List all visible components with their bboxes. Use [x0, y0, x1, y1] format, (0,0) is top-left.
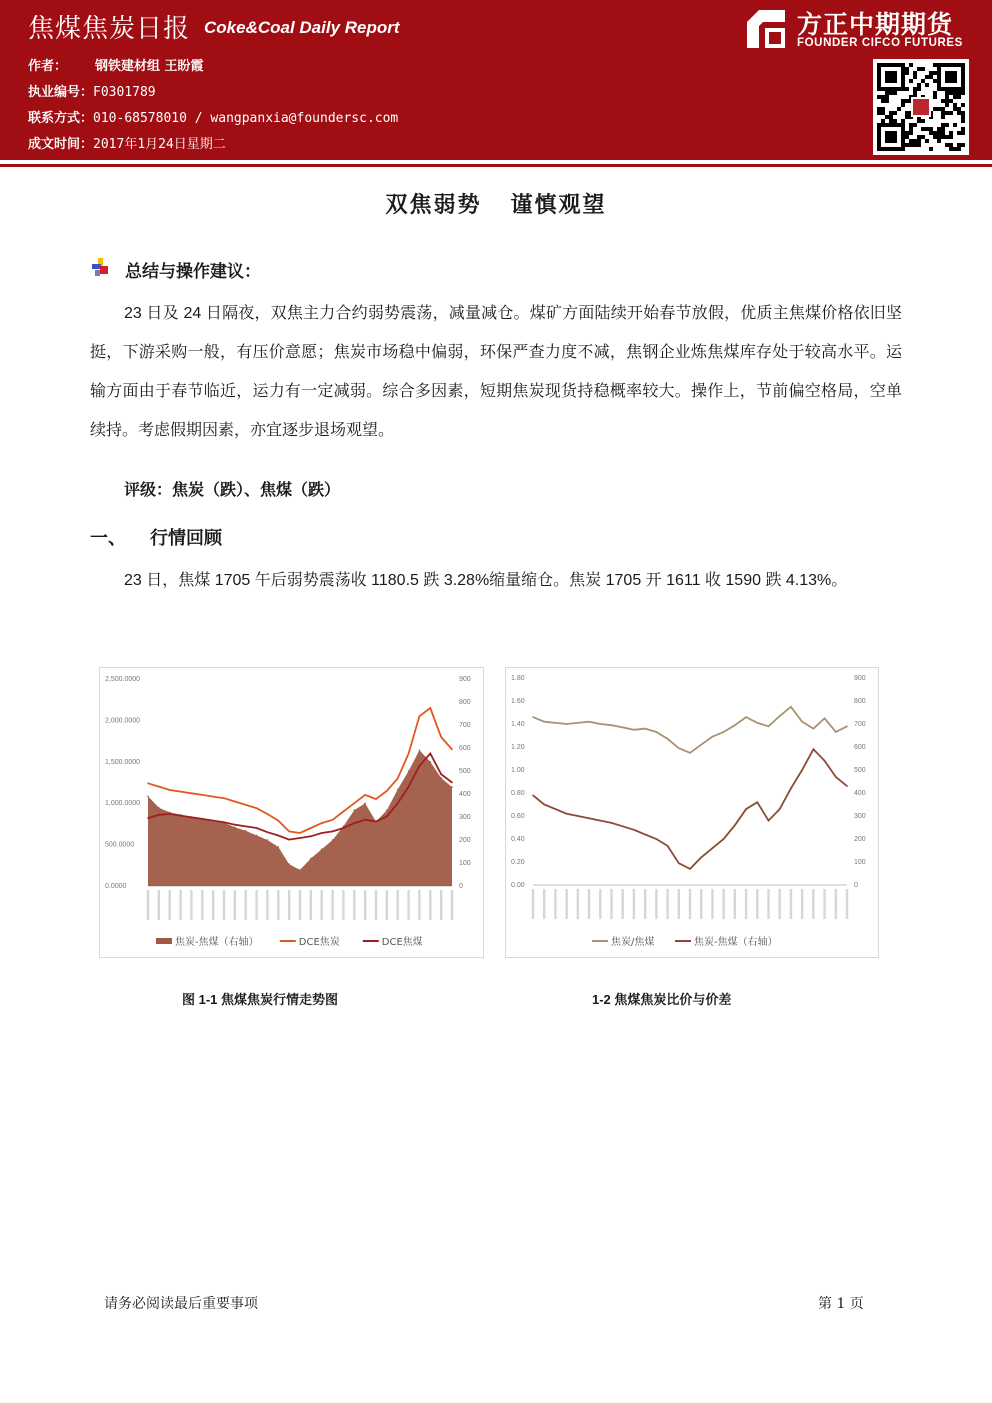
data-point: [147, 817, 149, 819]
license-value: F0301789: [93, 85, 156, 100]
data-point: [790, 706, 792, 708]
x-tick-mark: [790, 889, 792, 919]
data-point: [846, 785, 848, 787]
y-right-tick: 200: [459, 837, 471, 844]
contact-label: 联系方式：: [28, 111, 94, 126]
data-point: [267, 839, 269, 841]
legend-label: 焦炭/焦煤: [611, 937, 655, 948]
contact-value[interactable]: 010-68578010 / wangpanxia@foundersc.com: [93, 111, 399, 126]
data-point: [419, 765, 421, 767]
data-point: [397, 802, 399, 804]
data-point: [169, 789, 171, 791]
y-left-tick: 1.80: [511, 675, 525, 682]
x-tick-mark: [321, 890, 323, 920]
summary-paragraph: 23 日及 24 日隔夜，双焦主力合约弱势震荡，减量减仓。煤矿方面陆续开始春节放假，优质主焦煤价格依旧坚挺，下游采购一般，有压价意愿；焦炭市场稳中偏弱，环保严查力度不减，焦钢企业炼焦煤库存处于较高水平。运输方面由于春节临近，运力有一定减弱。综合多因素，短期焦炭现货持稳概率较大。操作上，节前偏空格局，空单续持。考虑假期因素，亦宜逐步退场观望。: [90, 305, 902, 439]
data-point: [299, 869, 301, 871]
x-tick-mark: [823, 889, 825, 919]
data-point: [267, 813, 269, 815]
data-point: [245, 830, 247, 832]
data-point: [158, 814, 160, 816]
x-tick-mark: [554, 889, 556, 919]
data-point: [364, 794, 366, 796]
data-point: [408, 770, 410, 772]
data-point: [353, 802, 355, 804]
data-point: [566, 723, 568, 725]
data-point: [245, 826, 247, 828]
x-tick-mark: [364, 890, 366, 920]
rating-line: 评级：焦炭（跌）、焦煤（跌）: [124, 480, 341, 499]
y-left-tick: 2,000.0000: [105, 717, 141, 725]
data-point: [375, 821, 377, 823]
x-tick-mark: [310, 890, 312, 920]
x-tick-mark: [407, 890, 409, 920]
y-right-tick: 800: [459, 699, 471, 706]
y-right-tick: 400: [459, 791, 471, 798]
data-point: [813, 749, 815, 751]
license-label: 执业编号：: [28, 85, 94, 100]
data-point: [611, 822, 613, 824]
data-point: [353, 809, 355, 811]
data-point: [723, 838, 725, 840]
data-point: [169, 812, 171, 814]
x-tick-mark: [835, 889, 837, 919]
y-left-tick: 2,500.0000: [105, 676, 141, 683]
data-point: [835, 776, 837, 778]
section-heading: 行情回顾: [150, 528, 222, 549]
data-point: [386, 809, 388, 811]
data-point: [256, 835, 258, 837]
data-point: [408, 753, 410, 755]
data-point: [397, 789, 399, 791]
data-point: [429, 761, 431, 763]
data-point: [846, 726, 848, 728]
y-left-tick: 0.00: [511, 882, 525, 889]
legend-item: [280, 935, 340, 948]
x-tick-mark: [451, 890, 453, 920]
date-value: 2017年1月24日星期二: [93, 137, 226, 152]
bullet-icon: [92, 258, 112, 278]
series-line-1: [533, 749, 847, 869]
x-tick-mark: [342, 890, 344, 920]
data-point: [555, 722, 557, 724]
data-point: [745, 808, 747, 810]
date-row: [28, 133, 226, 152]
data-point: [191, 792, 193, 794]
x-tick-mark: [299, 890, 301, 920]
y-right-tick: 600: [854, 744, 866, 751]
report-title: 焦煤焦炭日报: [28, 14, 191, 44]
y-right-tick: 0: [459, 883, 463, 890]
data-point: [756, 801, 758, 803]
y-right-tick: 300: [854, 813, 866, 820]
x-tick-mark: [734, 889, 736, 919]
y-right-tick: 100: [459, 860, 471, 867]
legend-item: [592, 935, 654, 948]
x-tick-mark: [655, 889, 657, 919]
data-point: [633, 829, 635, 831]
figure1-caption: 图 1-1 焦煤焦炭行情走势图: [182, 992, 339, 1007]
data-point: [397, 778, 399, 780]
x-tick-mark: [801, 889, 803, 919]
data-point: [599, 820, 601, 822]
data-point: [712, 736, 714, 738]
data-point: [245, 804, 247, 806]
x-tick-mark: [277, 890, 279, 920]
y-left-tick: 1,000.0000: [105, 800, 141, 808]
data-point: [656, 838, 658, 840]
data-point: [801, 769, 803, 771]
data-point: [451, 786, 453, 788]
data-point: [256, 827, 258, 829]
data-point: [667, 738, 669, 740]
x-tick-mark: [245, 890, 247, 920]
data-point: [343, 827, 345, 829]
data-point: [419, 750, 421, 752]
data-point: [667, 845, 669, 847]
y-left-tick: 0.80: [511, 790, 525, 797]
data-point: [700, 744, 702, 746]
data-point: [310, 827, 312, 829]
data-point: [440, 736, 442, 738]
x-tick-mark: [577, 889, 579, 919]
y-right-tick: 900: [854, 675, 866, 682]
y-left-tick: 0.40: [511, 836, 525, 843]
x-tick-mark: [212, 890, 214, 920]
data-point: [700, 857, 702, 859]
y-left-tick: 1.00: [511, 767, 525, 774]
data-point: [191, 816, 193, 818]
y-left-tick: 1.20: [511, 744, 525, 751]
data-point: [440, 773, 442, 775]
author-value: 钢铁建材组 王盼霞: [95, 59, 204, 74]
document-title: 双焦弱势 谨慎观望: [385, 193, 607, 218]
y-right-tick: 500: [459, 768, 471, 775]
y-left-tick: 1,500.0000: [105, 758, 141, 766]
series-line-0: [533, 707, 847, 753]
data-point: [332, 819, 334, 821]
data-point: [223, 821, 225, 823]
data-point: [734, 824, 736, 826]
x-tick-mark: [353, 890, 355, 920]
page-number: 第 1 页: [818, 1296, 864, 1312]
data-point: [689, 752, 691, 754]
y-right-tick: 200: [854, 836, 866, 843]
y-right-tick: 800: [854, 698, 866, 705]
data-point: [532, 716, 534, 718]
x-tick-mark: [779, 889, 781, 919]
data-point: [180, 791, 182, 793]
legend-label: DCE焦煤: [381, 937, 423, 948]
data-point: [277, 846, 279, 848]
header-divider: [0, 160, 992, 178]
x-tick-mark: [622, 889, 624, 919]
x-tick-mark: [397, 890, 399, 920]
x-tick-mark: [666, 889, 668, 919]
report-subtitle: Coke&Coal Daily Report: [204, 18, 400, 37]
x-tick-mark: [234, 890, 236, 920]
data-point: [343, 811, 345, 813]
data-point: [588, 818, 590, 820]
x-tick-mark: [532, 889, 534, 919]
data-point: [622, 727, 624, 729]
qr-code: [873, 59, 969, 155]
contact-row: [28, 107, 398, 126]
data-point: [813, 728, 815, 730]
data-point: [790, 788, 792, 790]
y-left-tick: 1.40: [511, 721, 525, 728]
x-tick-mark: [722, 889, 724, 919]
x-tick-mark: [386, 890, 388, 920]
data-point: [756, 722, 758, 724]
x-tick-mark: [767, 889, 769, 919]
data-point: [375, 798, 377, 800]
data-point: [779, 715, 781, 717]
data-point: [364, 802, 366, 804]
x-tick-mark: [700, 889, 702, 919]
x-tick-mark: [846, 889, 848, 919]
data-point: [768, 726, 770, 728]
data-point: [566, 813, 568, 815]
data-point: [440, 777, 442, 779]
data-point: [386, 790, 388, 792]
data-point: [577, 722, 579, 724]
data-point: [299, 837, 301, 839]
data-point: [364, 819, 366, 821]
data-point: [622, 826, 624, 828]
chart-price-trend-svg: [100, 668, 483, 957]
legend-item: [156, 935, 259, 948]
x-tick-mark: [644, 889, 646, 919]
y-right-tick: 400: [854, 790, 866, 797]
y-right-tick: 600: [459, 745, 471, 752]
data-point: [801, 721, 803, 723]
data-point: [158, 807, 160, 809]
x-tick-mark: [266, 890, 268, 920]
author-row: [28, 55, 204, 74]
data-point: [611, 724, 613, 726]
data-point: [147, 796, 149, 798]
data-point: [588, 721, 590, 723]
data-point: [678, 747, 680, 749]
y-left-tick: 0.0000: [105, 883, 127, 890]
y-left-tick: 1.60: [511, 698, 525, 705]
founder-logo-icon: [745, 8, 787, 50]
legend-label: DCE焦炭: [298, 937, 340, 948]
x-tick-mark: [331, 890, 333, 920]
data-point: [429, 753, 431, 755]
x-tick-mark: [543, 889, 545, 919]
data-point: [419, 715, 421, 717]
data-point: [256, 807, 258, 809]
chart-ratio-spread-svg: [506, 668, 878, 957]
data-point: [712, 847, 714, 849]
x-tick-mark: [812, 889, 814, 919]
data-point: [745, 716, 747, 718]
data-point: [723, 731, 725, 733]
data-point: [451, 782, 453, 784]
data-point: [835, 731, 837, 733]
chart-price-trend: [99, 667, 484, 958]
data-point: [656, 731, 658, 733]
data-point: [267, 831, 269, 833]
x-tick-mark: [418, 890, 420, 920]
data-point: [353, 822, 355, 824]
logo-en-text: FOUNDER CIFCO FUTURES: [797, 37, 963, 49]
data-point: [212, 820, 214, 822]
legend-label: 焦炭-焦煤（右轴）: [694, 937, 778, 948]
data-point: [147, 783, 149, 785]
x-tick-mark: [190, 890, 192, 920]
x-tick-mark: [158, 890, 160, 920]
data-point: [543, 804, 545, 806]
data-point: [321, 822, 323, 824]
data-point: [429, 707, 431, 709]
x-tick-mark: [756, 889, 758, 919]
author-label: 作者：: [28, 59, 68, 74]
legend-label: 焦炭-焦煤（右轴）: [175, 937, 259, 948]
y-left-tick: 500.0000: [105, 841, 135, 849]
data-point: [644, 728, 646, 730]
data-point: [644, 834, 646, 836]
y-right-tick: 700: [459, 722, 471, 729]
data-point: [332, 839, 334, 841]
data-point: [577, 815, 579, 817]
x-tick-mark: [223, 890, 225, 920]
section1-paragraph: 23 日，焦煤 1705 午后弱势震荡收 1180.5 跌 3.28%缩量缩仓。焦炭 1705 开 1611 收 1590 跌 4.13%。: [124, 572, 848, 589]
data-point: [321, 832, 323, 834]
company-logo: [745, 5, 977, 53]
x-tick-mark: [179, 890, 181, 920]
data-point: [451, 749, 453, 751]
logo-cn-text: 方正中期期货: [797, 10, 954, 39]
x-tick-mark: [429, 890, 431, 920]
data-point: [288, 863, 290, 865]
x-tick-mark: [633, 889, 635, 919]
report-header: [0, 0, 992, 160]
y-right-tick: 0: [854, 882, 858, 889]
data-point: [532, 795, 534, 797]
data-point: [633, 729, 635, 731]
x-tick-mark: [201, 890, 203, 920]
figure2-caption: 1-2 焦煤焦炭比价与价差: [592, 992, 732, 1007]
date-label: 成文时间：: [28, 137, 94, 152]
data-point: [169, 813, 171, 815]
legend-item: [675, 935, 778, 948]
data-point: [408, 786, 410, 788]
data-point: [201, 818, 203, 820]
x-tick-mark: [147, 890, 149, 920]
x-tick-mark: [610, 889, 612, 919]
data-point: [277, 835, 279, 837]
data-point: [543, 721, 545, 723]
section-number: 一、: [90, 528, 126, 549]
x-tick-mark: [288, 890, 290, 920]
legend-swatch: [156, 938, 172, 944]
data-point: [734, 724, 736, 726]
data-point: [332, 831, 334, 833]
summary-heading: 总结与操作建议：: [125, 262, 261, 282]
y-right-tick: 500: [854, 767, 866, 774]
chart-ratio-spread: [505, 667, 879, 958]
data-point: [212, 796, 214, 798]
y-right-tick: 900: [459, 676, 471, 683]
data-point: [678, 862, 680, 864]
x-tick-mark: [375, 890, 377, 920]
data-point: [768, 820, 770, 822]
y-right-tick: 700: [854, 721, 866, 728]
disclaimer-note[interactable]: 请务必阅读最后重要事项: [104, 1296, 258, 1312]
y-right-tick: 100: [854, 859, 866, 866]
data-point: [824, 717, 826, 719]
x-tick-mark: [169, 890, 171, 920]
data-point: [180, 815, 182, 817]
data-point: [824, 760, 826, 762]
x-tick-mark: [255, 890, 257, 920]
y-right-tick: 300: [459, 814, 471, 821]
x-tick-mark: [689, 889, 691, 919]
qr-logo-icon: [913, 99, 929, 115]
x-tick-mark: [678, 889, 680, 919]
x-tick-mark: [440, 890, 442, 920]
data-point: [158, 786, 160, 788]
data-point: [277, 820, 279, 822]
data-point: [299, 832, 301, 834]
data-point: [779, 808, 781, 810]
data-point: [234, 827, 236, 829]
x-tick-mark: [745, 889, 747, 919]
legend-item: [363, 935, 423, 948]
license-row: [28, 81, 156, 100]
data-point: [234, 801, 236, 803]
x-tick-mark: [588, 889, 590, 919]
data-point: [223, 797, 225, 799]
x-tick-mark: [565, 889, 567, 919]
data-point: [321, 848, 323, 850]
data-point: [201, 794, 203, 796]
data-point: [288, 831, 290, 833]
data-point: [555, 808, 557, 810]
data-point: [310, 836, 312, 838]
data-point: [689, 868, 691, 870]
data-point: [310, 858, 312, 860]
data-point: [288, 839, 290, 841]
data-point: [599, 723, 601, 725]
x-tick-mark: [711, 889, 713, 919]
y-left-tick: 0.20: [511, 859, 525, 866]
y-left-tick: 0.60: [511, 813, 525, 820]
data-point: [234, 824, 236, 826]
x-tick-mark: [599, 889, 601, 919]
data-point: [386, 816, 388, 818]
